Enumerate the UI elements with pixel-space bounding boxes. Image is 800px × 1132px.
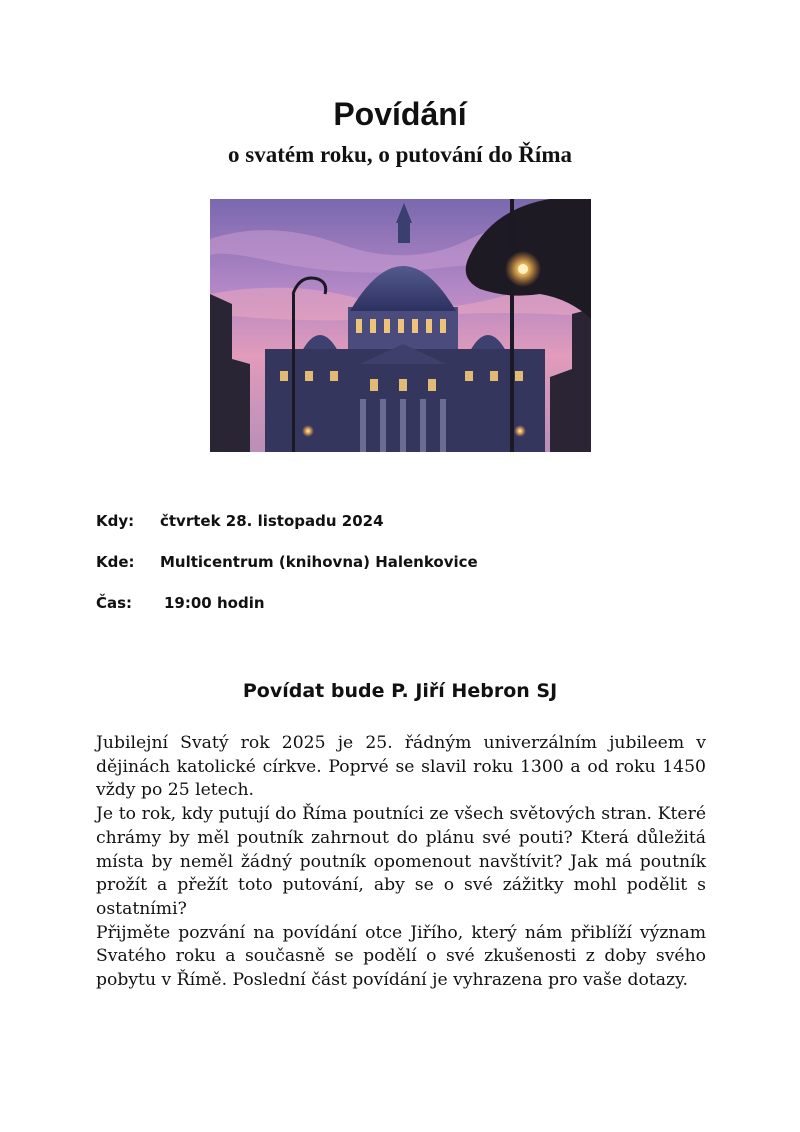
when-label: Kdy: — [96, 512, 135, 530]
time-label: Čas: — [96, 594, 133, 612]
paragraph: Je to rok, kdy putují do Říma poutníci ze všech světových stran. Které chrámy by měl poutník zahrnout do plánu své pouti? Která důležitá místa by neměl žádný poutník opomenout navštívit? Jak má poutník prožít a přežít toto putování, aby se o své zážitky mohl podělit s ostatními? — [96, 804, 706, 919]
when-value: čtvrtek 28. listopadu 2024 — [160, 512, 384, 530]
description — [96, 732, 706, 993]
basilica-photo — [210, 199, 591, 452]
page-subtitle: o svatém roku, o putování do Říma — [228, 142, 572, 167]
paragraph: Jubilejní Svatý rok 2025 je 25. řádným univerzálním jubileem v dějinách katolické církve. Poprvé se slavil roku 1300 a od roku 1450 vždy po 25 letech. — [96, 733, 706, 801]
page-title: Povídání — [333, 96, 467, 132]
where-value: Multicentrum (knihovna) Halenkovice — [160, 553, 478, 571]
paragraph: Přijměte pozvání na povídání otce Jiřího, který nám přiblíží význam Svatého roku a současně se podělí o své zkušenosti z doby svého pobytu v Římě. Poslední část povídání je vyhrazena pro vaše dotazy. — [96, 922, 706, 991]
speaker-heading: Povídat bude P. Jiří Hebron SJ — [242, 680, 558, 702]
time-value: 19:00 hodin — [164, 594, 265, 612]
where-label: Kde: — [96, 553, 135, 571]
